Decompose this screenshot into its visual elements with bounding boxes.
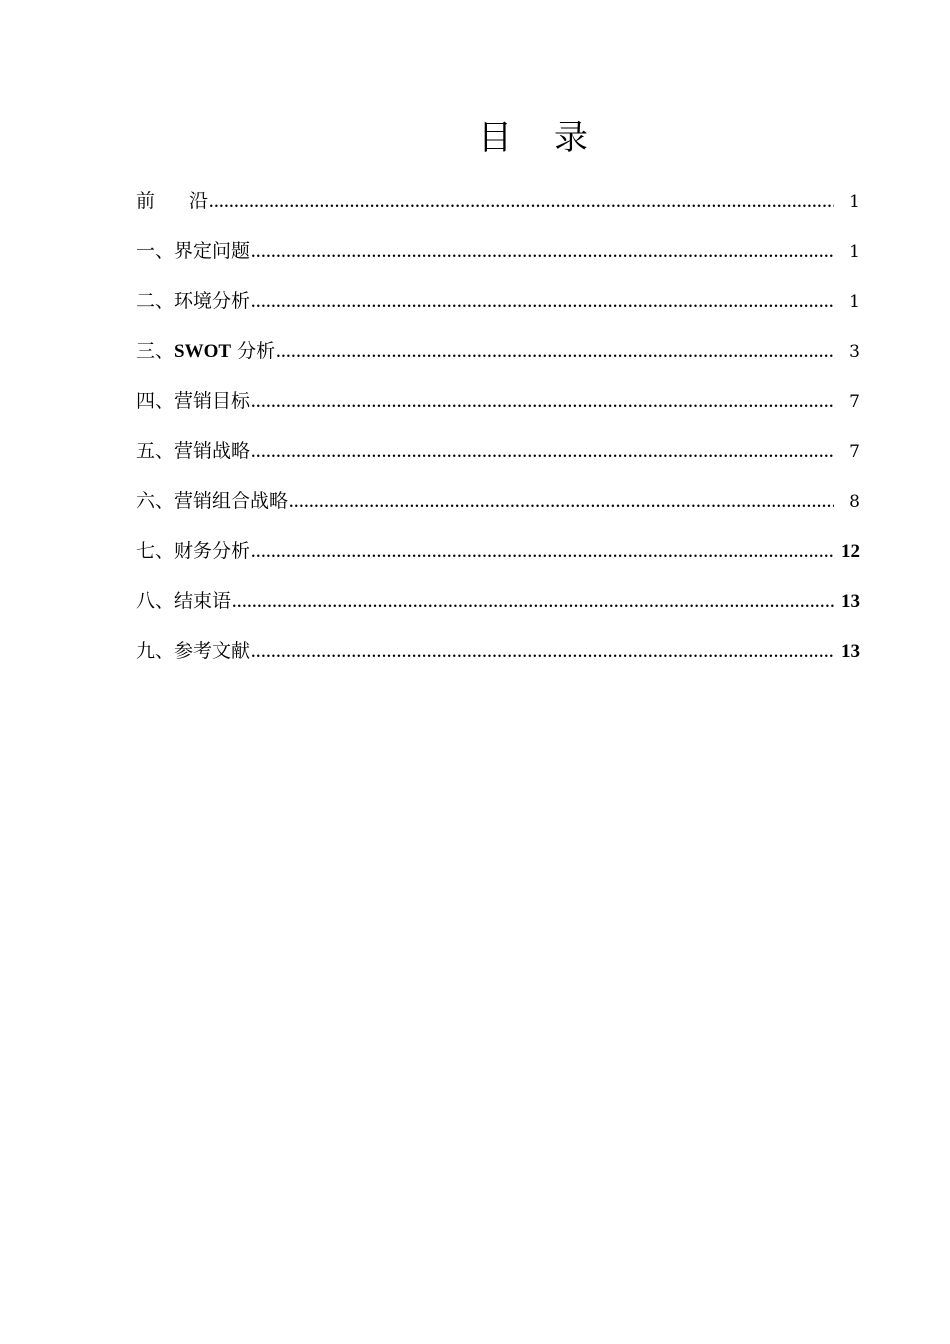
toc-page-number: 13 xyxy=(841,641,860,662)
toc-page-number: 1 xyxy=(849,242,860,262)
toc-entry-define-problem[interactable] xyxy=(136,226,860,276)
toc-page-number: 1 xyxy=(849,292,860,312)
toc-page-number: 12 xyxy=(841,541,860,562)
toc-leader-dots xyxy=(251,629,834,679)
toc-entry-label: 四、营销目标 xyxy=(136,390,251,412)
toc-leader-dots xyxy=(251,529,834,579)
toc-entry-label xyxy=(136,326,275,377)
toc-leader-dots xyxy=(289,479,834,529)
toc-leader-dots xyxy=(209,179,834,229)
toc-title-char-1: 目 xyxy=(478,118,512,158)
toc-leader-dots xyxy=(251,229,834,279)
toc-entry-label: 六、营销组合战略 xyxy=(136,490,289,512)
toc-entry-references[interactable] xyxy=(136,626,860,676)
toc-leader-dots xyxy=(251,279,834,329)
toc-entry-label: 前 沿 xyxy=(136,190,209,212)
toc-page-number: 3 xyxy=(849,342,860,362)
toc-title-char-2: 录 xyxy=(554,118,588,158)
toc-entry-conclusion[interactable] xyxy=(136,576,860,626)
toc-entry-environment-analysis[interactable] xyxy=(136,276,860,326)
toc-entry-label-suffix: 分析 xyxy=(231,340,276,362)
toc-entry-marketing-mix-strategy[interactable] xyxy=(136,476,860,526)
toc-entry-marketing-strategy[interactable] xyxy=(136,426,860,476)
toc-page-number: 1 xyxy=(849,192,860,212)
toc-entry-swot-analysis[interactable] xyxy=(136,326,860,376)
toc-entry-label: 一、界定问题 xyxy=(136,240,251,262)
toc-page-number: 8 xyxy=(849,492,860,512)
toc-title xyxy=(0,112,950,164)
toc-entry-label: 七、财务分析 xyxy=(136,540,251,562)
toc-entry-preface[interactable] xyxy=(136,176,860,226)
toc-entry-label: 八、结束语 xyxy=(136,590,232,612)
toc-page-number: 7 xyxy=(849,392,860,412)
toc-page-number: 7 xyxy=(849,442,860,462)
toc-entry-label: 二、环境分析 xyxy=(136,290,251,312)
toc-entry-financial-analysis[interactable] xyxy=(136,526,860,576)
toc-list xyxy=(136,176,860,676)
toc-leader-dots xyxy=(232,579,834,629)
toc-entry-label-swot: SWOT xyxy=(174,341,232,362)
toc-leader-dots xyxy=(251,429,834,479)
toc-leader-dots xyxy=(276,329,834,379)
toc-entry-label-prefix: 三、 xyxy=(136,340,175,362)
toc-leader-dots xyxy=(251,379,834,429)
toc-page-number: 13 xyxy=(841,591,860,612)
toc-entry-label: 九、参考文献 xyxy=(136,640,251,662)
toc-entry-label: 五、营销战略 xyxy=(136,440,251,462)
toc-entry-marketing-goals[interactable] xyxy=(136,376,860,426)
